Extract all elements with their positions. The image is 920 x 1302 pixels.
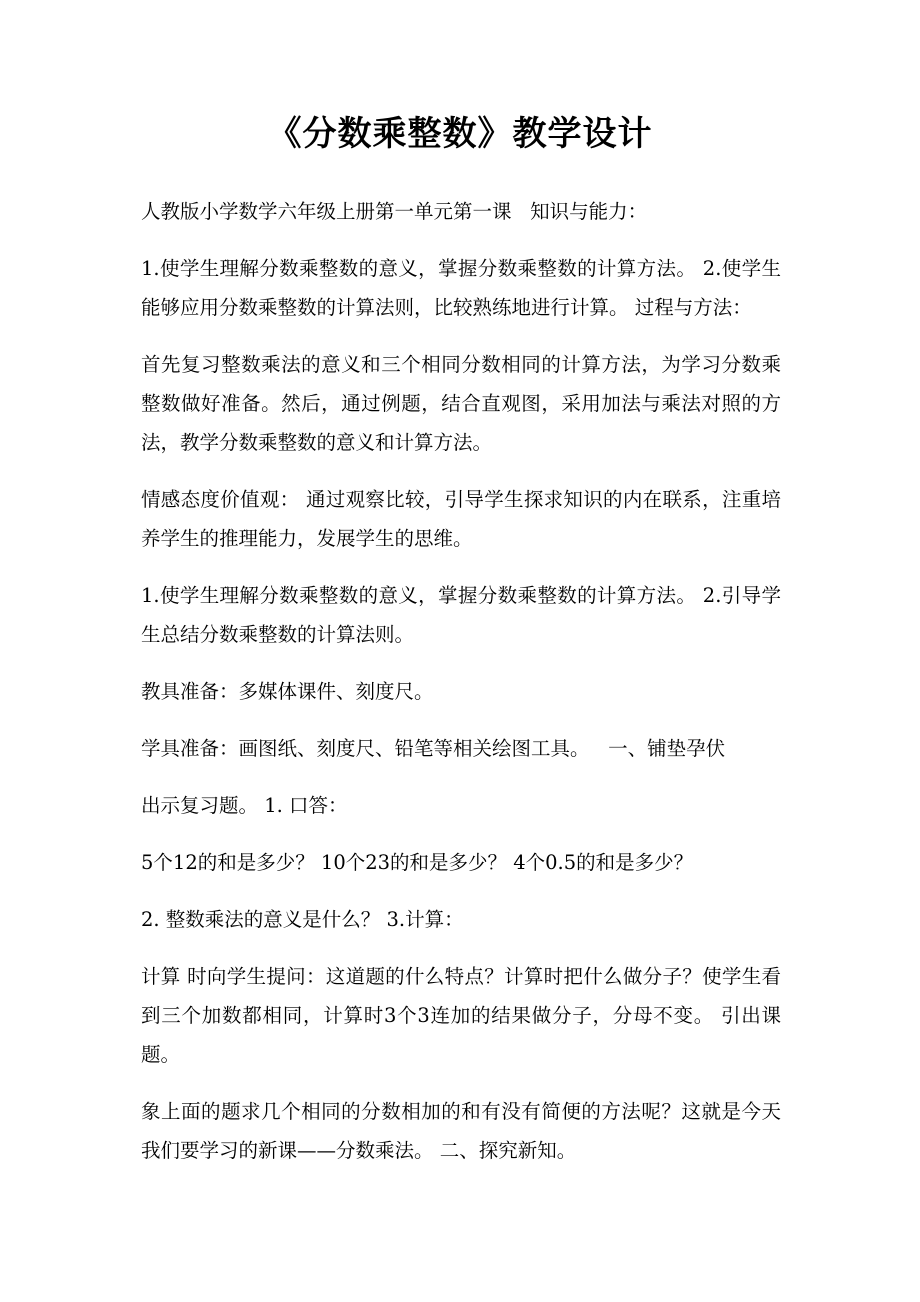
paragraph-integer-multiplication: 2. 整数乘法的意义是什么？ 3.计算： [141,908,464,931]
paragraph-key-points: 1.使学生理解分数乘整数的意义，掌握分数乘整数的计算方法。 2.引导学生总结分数乘整数的计算法则。 [141,584,781,646]
paragraph-review-question: 出示复习题。 1. 口答： [141,794,348,817]
paragraph-process-method: 首先复习整数乘法的意义和三个相同分数相同的计算方法，为学习分数乘整数做好准备。然后，通过例题，结合直观图，采用加法与乘法对照的方法，教学分数乘整数的意义和计算方法。 [141,353,781,454]
document-title: 《分数乘整数》教学设计 [267,114,653,154]
paragraph-new-lesson: 象上面的题求几个相同的分数相加的和有没有简便的方法呢？这就是今天我们要学习的新课——分数乘法。 二、探究新知。 [141,1100,781,1162]
paragraph-attitude-values: 情感态度价值观： 通过观察比较，引导学生探求知识的内在联系，注重培养学生的推理能力，发展学生的思维。 [141,488,781,550]
document-body [141,192,781,1188]
paragraph-oral-questions: 5个12的和是多少？ 10个23的和是多少？ 4个0.5的和是多少？ [141,851,694,874]
paragraph-teaching-aids: 教具准备：多媒体课件、刻度尺。 [141,680,434,703]
paragraph-learning-tools: 学具准备：画图纸、刻度尺、铅笔等相关绘图工具。 一、铺垫孕伏 [141,737,726,760]
paragraph-knowledge-goals: 1.使学生理解分数乘整数的意义，掌握分数乘整数的计算方法。 2.使学生能够应用分数乘整数的计算法则，比较熟练地进行计算。 过程与方法： [141,257,781,319]
paragraph-course-info: 人教版小学数学六年级上册第一单元第一课 知识与能力： [141,200,648,223]
paragraph-calculation-question: 计算 时向学生提问：这道题的什么特点？计算时把什么做分子？使学生看到三个加数都相同，计算时3个3连加的结果做分子，分母不变。 引出课题。 [141,965,781,1066]
